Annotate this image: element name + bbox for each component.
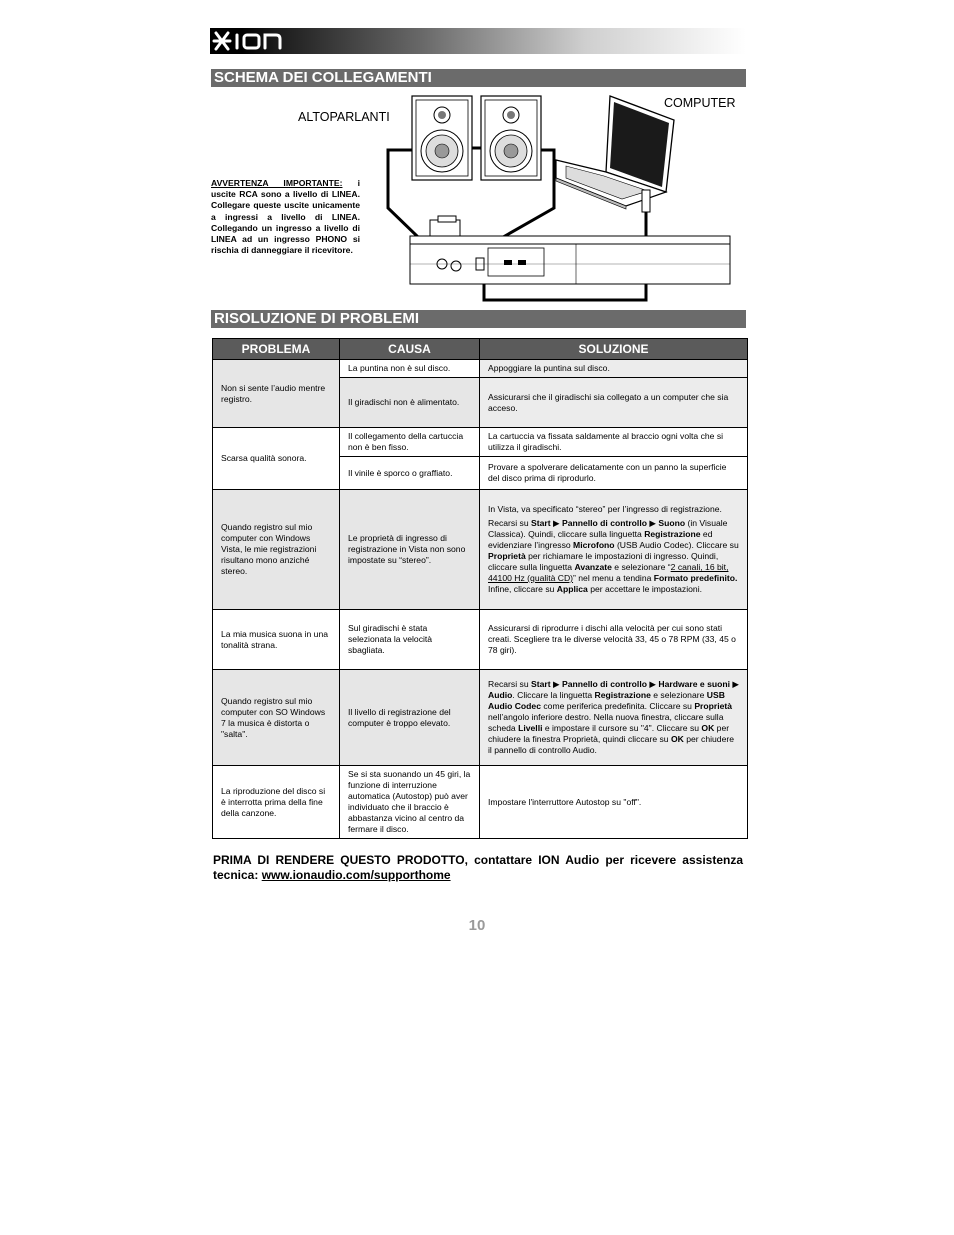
table-row [213,670,748,766]
cause-cell: La puntina non è sul disco. [340,360,480,378]
problem-cell: Non si sente l’audio mentre registro. [213,360,340,428]
solution-cell: La cartuccia va fissata saldamente al braccio ogni volta che si utilizza il giradischi. [480,428,748,457]
table-row [213,610,748,670]
warning-heading: AVVERTENZA IMPORTANTE: [211,178,343,188]
problem-cell: La mia musica suona in una tonalità strana. [213,610,340,670]
section-title-connections: SCHEMA DEI COLLEGAMENTI [211,69,746,87]
solution-cell: Recarsi su Start ▶ Pannello di controllo ▶ Hardware e suoni ▶ Audio. Cliccare la linguetta Registrazione e selezionare USB Audio Codec come periferica predefinita. Cliccare su Proprietà nell’angolo inferiore destro. Nella nuova finestra, cliccare sulla scheda Livelli e impostare il cursore su "4". Cliccare su OK per chiudere la finestra Proprietà, quindi cliccare su OK per chiudere il pannello di controllo Audio. [480,670,748,766]
turntable-icon [410,216,730,284]
speaker-left-icon [412,96,472,180]
cause-cell: Se si sta suonando un 45 giri, la funzione di interruzione automatica (Autostop) può aver individuato che il braccio è abbastanza vicino al centro da fermare il disco. [340,766,480,839]
warning-note [211,178,360,256]
problem-cell: Scarsa qualità sonora. [213,428,340,490]
support-link[interactable]: www.ionaudio.com/supporthome [261,868,451,882]
solution-cell: Provare a spolverare delicatamente con un panno la superficie del disco prima di riprodurlo. [480,457,748,490]
header-problem: PROBLEMA [213,339,340,360]
warning-body: i uscite RCA sono a livello di LINEA. Collegare queste uscite unicamente a ingressi a livello di LINEA. Collegando un ingresso a livello di LINEA ad un ingresso PHONO si rischia di danneggiare il ricevitore. [211,178,360,256]
support-note [213,853,743,883]
solution-cell: Assicurarsi di riprodurre i dischi alla velocità per cui sono stati creati. Scegliere tra le diverse velocità 33, 45 o 78 RPM (33, 45 o 78 giri). [480,610,748,670]
page-number: 10 [468,917,486,934]
cause-cell: Il vinile è sporco o graffiato. [340,457,480,490]
label-computer: COMPUTER [664,96,736,110]
problem-cell: La riproduzione del disco si è interrotta prima della fine della canzone. [213,766,340,839]
table-row [213,490,748,610]
solution-cell: Appoggiare la puntina sul disco. [480,360,748,378]
cause-cell: Sul giradischi è stata selezionata la velocità sbagliata. [340,610,480,670]
speaker-right-icon [481,96,541,180]
table-header-row [213,339,748,360]
header-banner [210,28,746,54]
section-title-troubleshooting: RISOLUZIONE DI PROBLEMI [211,310,746,328]
problem-cell: Quando registro sul mio computer con Windows Vista, le mie registrazioni risultano mono anziché stereo. [213,490,340,610]
table-row [213,766,748,839]
header-solution: SOLUZIONE [480,339,748,360]
table-row [213,428,748,457]
ion-logo [212,29,284,53]
header-cause: CAUSA [340,339,480,360]
cause-cell: Il giradischi non è alimentato. [340,378,480,428]
solution-cell: Impostare l'interruttore Autostop su "off". [480,766,748,839]
troubleshooting-table [212,338,748,839]
label-speakers: ALTOPARLANTI [298,110,390,124]
connection-diagram [376,88,746,303]
support-note-text: PRIMA DI RENDERE QUESTO PRODOTTO, contattare ION Audio per ricevere assistenza tecnica: [213,853,743,882]
solution-intro: In Vista, va specificato “stereo” per l’ingresso di registrazione. [488,504,722,514]
cause-cell: Le proprietà di ingresso di registrazione in Vista non sono impostate su “stereo”. [340,490,480,610]
cause-cell: Il livello di registrazione del computer è troppo elevato. [340,670,480,766]
solution-cell [480,490,748,610]
cause-cell: Il collegamento della cartuccia non è ben fisso. [340,428,480,457]
solution-steps: Recarsi su Start ▶ Pannello di controllo ▶ Suono (in Visuale Classica). Quindi, cliccare sulla linguetta Registrazione ed evidenziare l’ingresso Microfono (USB Audio Codec). Cliccare su Proprietà per richiamare le impostazioni di ingresso. Quindi, cliccare sulla linguetta Avanzate e selezionare “2 canali, 16 bit, 44100 Hz (qualità CD)” nel menu a tendina Formato predefinito. Infine, cliccare su Applica per accettare le impostazioni. [488,518,739,594]
table-row [213,360,748,378]
laptop-icon [556,96,674,209]
problem-cell: Quando registro sul mio computer con SO Windows 7 la musica è distorta o "salta". [213,670,340,766]
solution-cell: Assicurarsi che il giradischi sia collegato a un computer che sia acceso. [480,378,748,428]
